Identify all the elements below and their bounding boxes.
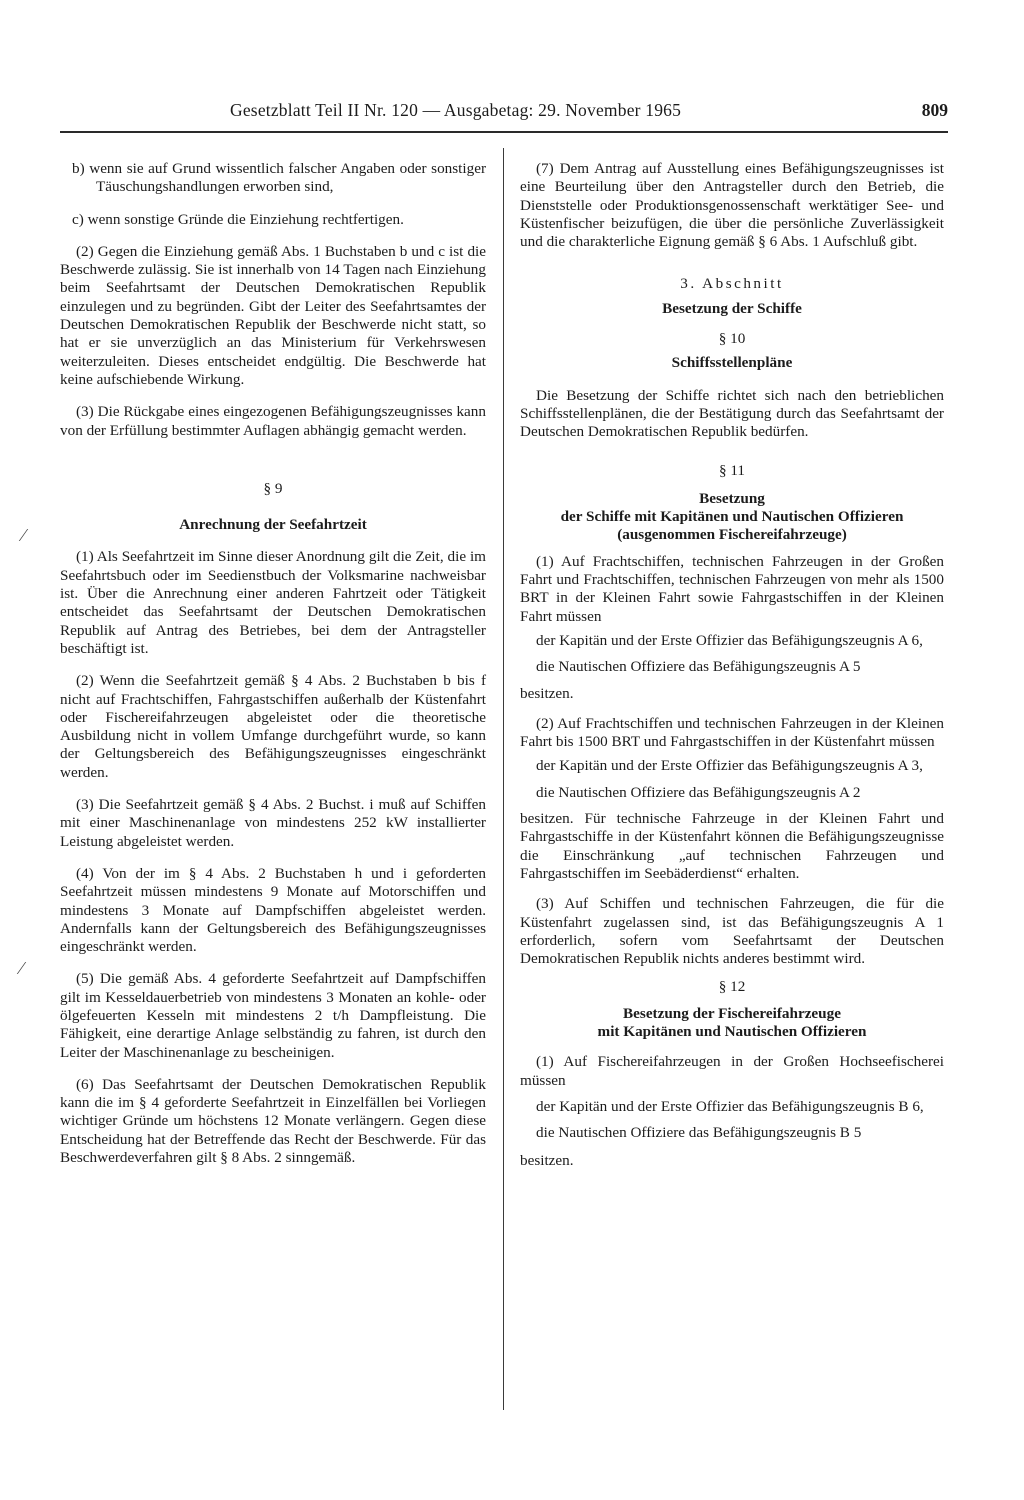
section-11-p2-officers: die Nautischen Offiziere das Befähigungszeugnis A 2 bbox=[536, 783, 861, 801]
section-10-paragraph: Die Besetzung der Schiffe richtet sich nach den betrieblichen Schiffsstellenplänen, die der Bestätigung durch das Seefahrtsamt der Deutschen Demokratischen Republik bedürfen. bbox=[520, 386, 944, 441]
left-column bbox=[60, 160, 486, 1167]
section-11-title-line-1: Besetzung bbox=[699, 489, 765, 507]
section-12-title-line-1: Besetzung der Fischereifahrzeuge bbox=[623, 1004, 841, 1022]
section-12-paragraph-1: (1) Auf Fischereifahrzeugen in der Großen Hochseefischerei müssen bbox=[520, 1053, 944, 1089]
paragraph-3: (3) Die Rückgabe eines eingezogenen Befähigungszeugnisses kann von der Erfüllung bestimmter Auflagen abhängig gemacht werden. bbox=[60, 403, 486, 439]
page-number: 809 bbox=[921, 100, 948, 120]
section-12-title-line-2: mit Kapitänen und Nautischen Offizieren bbox=[597, 1022, 867, 1040]
section-9-paragraph-3: (3) Die Seefahrtzeit gemäß § 4 Abs. 2 Buchst. i muß auf Schiffen mit einer Maschinenanlage von mindestens 252 kW installierter Leistung abgeleistet werden. bbox=[60, 796, 486, 850]
section-11-title-line-2: der Schiffe mit Kapitänen und Nautischen Offizieren bbox=[560, 508, 904, 526]
paragraph-2: (2) Gegen die Einziehung gemäß Abs. 1 Buchstaben b und c ist die Beschwerde zulässig. Sie ist innerhalb von 14 Tagen nach Einziehung beim Seefahrtsamt der Deutschen Demokratischen Republik einzulegen und zu begründen. Gibt der Leiter des Seefahrtsamtes der Deutschen Demokratischen Republik der Beschwerde nicht statt, so hat er sie unverzüglich an das Ministerium für Verkehrswesen weiterzuleiten. Dieses entscheidet endgültig. Die Beschwerde hat keine aufschiebende Wirkung. bbox=[60, 242, 486, 388]
section-11-p1-end: besitzen. bbox=[520, 684, 574, 702]
section-12-p1-captain: der Kapitän und der Erste Offizier das Befähigungszeugnis B 6, bbox=[536, 1097, 924, 1115]
section-10-number: § 10 bbox=[718, 330, 746, 348]
section-11-paragraph-2: (2) Auf Frachtschiffen und technischen Fahrzeugen in der Kleinen Fahrt bis 1500 BRT und Fahrgastschiffen in der Küstenfahrt müssen bbox=[520, 714, 944, 751]
abschnitt-title: Besetzung der Schiffe bbox=[662, 299, 802, 317]
section-9-paragraph-4: (4) Von der im § 4 Abs. 2 Buchstaben h und i geforderten Seefahrtzeit müssen mindestens 9 Monate auf Motorschiffen und mindestens 3 Monate auf Dampfschiffen abgeleistet werden. Andernfalls kann der Geltungsbereich des Befähigungszeugnisses eingeschränkt werden. bbox=[60, 864, 486, 956]
section-10-title: Schiffsstellenpläne bbox=[671, 354, 793, 372]
section-11-p2-captain: der Kapitän und der Erste Offizier das Befähigungszeugnis A 3, bbox=[536, 757, 923, 775]
section-12-p1-officers: die Nautischen Offiziere das Befähigungszeugnis B 5 bbox=[536, 1124, 862, 1142]
section-11-p2-end: besitzen. Für technische Fahrzeuge in der Kleinen Fahrt und Fahrgastschiffe in der Küstenfahrt können die Befähigungszeugnisse die Einschränkung „auf technischen Fahrzeugen und Fahrgastschiffen im Seebäderdienst“ erhalten. bbox=[520, 810, 944, 882]
section-11-title-line-3: (ausgenommen Fischereifahrzeuge) bbox=[617, 526, 847, 544]
abschnitt-heading: 3. Abschnitt bbox=[680, 275, 784, 293]
section-11-paragraph-1: (1) Auf Frachtschiffen, technischen Fahrzeugen in der Großen Fahrt und Frachtschiffen, technischen Fahrzeugen von mehr als 1500 BRT in der Kleinen Fahrt sowie Fahrgastschiffen in der Kleinen Fahrt müssen bbox=[520, 552, 944, 625]
header-title: Gesetzblatt Teil II Nr. 120 — Ausgabetag: 29. November 1965 bbox=[230, 100, 682, 120]
section-11-number: § 11 bbox=[718, 461, 745, 479]
section-11-p1-captain: der Kapitän und der Erste Offizier das Befähigungszeugnis A 6, bbox=[536, 631, 923, 649]
page-header bbox=[60, 100, 948, 126]
item-b: b) wenn sie auf Grund wissentlich falscher Angaben oder sonstiger Täuschungshandlungen erworben sind, bbox=[72, 160, 486, 196]
margin-mark-2: ⁄ bbox=[20, 958, 24, 978]
section-9-number: § 9 bbox=[263, 479, 283, 497]
section-9-paragraph-1: (1) Als Seefahrtzeit im Sinne dieser Anordnung gilt die Zeit, die im Seefahrtsbuch oder im Seedienstbuch der Volksmarine nachweisbar ist. Über die Anrechnung einer anderen Fahrtzeit oder Tätigkeit entscheidet das Seefahrtsamt der Deutschen Demokratischen Republik auf Antrag des Betriebes, bei dem der Antragsteller beschäftigt ist. bbox=[60, 548, 486, 657]
section-9-title: Anrechnung der Seefahrtzeit bbox=[179, 516, 367, 534]
item-c: c) wenn sonstige Gründe die Einziehung rechtfertigen. bbox=[72, 210, 404, 228]
section-11-p1-officers: die Nautischen Offiziere das Befähigungszeugnis A 5 bbox=[536, 658, 861, 676]
header-rule bbox=[60, 131, 948, 133]
section-12-p1-end: besitzen. bbox=[520, 1152, 574, 1170]
margin-mark-1: ⁄ bbox=[22, 525, 26, 545]
section-9-paragraph-2: (2) Wenn die Seefahrtzeit gemäß § 4 Abs. 2 Buchstaben b bis f nicht auf Frachtschiffen, Fahrgastschiffen außerhalb der Küstenfahrt oder Fischereifahrzeugen abgeleistet oder die theoretische Ausbildung nicht in vollem Umfange durchgeführt wurde, so kann der Geltungsbereich des Befähigungszeugnisses eingeschränkt werden. bbox=[60, 672, 486, 781]
section-12-number: § 12 bbox=[718, 978, 746, 996]
paragraph-7: (7) Dem Antrag auf Ausstellung eines Befähigungszeugnisses ist eine Beurteilung über den Antragsteller durch den Betrieb, die Dienststelle oder Produktionsgenossenschaft werktätiger See- und Küstenfischer beizufügen, die über die persönliche Zuverlässigkeit und die charakterliche Eignung gemäß § 6 Abs. 1 Aufschluß gibt. bbox=[520, 160, 944, 251]
section-11-paragraph-3: (3) Auf Schiffen und technischen Fahrzeugen, die für die Küstenfahrt zugelassen sind, ist das Befähigungszeugnis A 1 erforderlich, sofern vom Seefahrtsamt der Deutschen Demokratischen Republik nichts anderes bestimmt wird. bbox=[520, 895, 944, 968]
column-divider bbox=[503, 148, 504, 1410]
section-9-paragraph-6: (6) Das Seefahrtsamt der Deutschen Demokratischen Republik kann die im § 4 geforderte Seefahrtzeit in Einzelfällen bei Vorliegen wichtiger Gründe um höchstens 12 Monate verlängern. Gegen diese Entscheidung hat der Betreffende das Recht der Beschwerde. Für das Beschwerdeverfahren gilt § 8 Abs. 2 sinngemäß. bbox=[60, 1075, 486, 1167]
right-column bbox=[520, 160, 944, 1171]
section-9-paragraph-5: (5) Die gemäß Abs. 4 geforderte Seefahrtzeit auf Dampfschiffen gilt im Kesseldauerbetrieb von mindestens 3 Monaten an kohle- oder ölgefeuerten Kesseln mit mindestens 2 t/h Dampfleistung. Die Fähigkeit, eine derartige Anlage selbständig zu fahren, ist durch den Leiter der Maschinenanlage zu bescheinigen. bbox=[60, 970, 486, 1061]
